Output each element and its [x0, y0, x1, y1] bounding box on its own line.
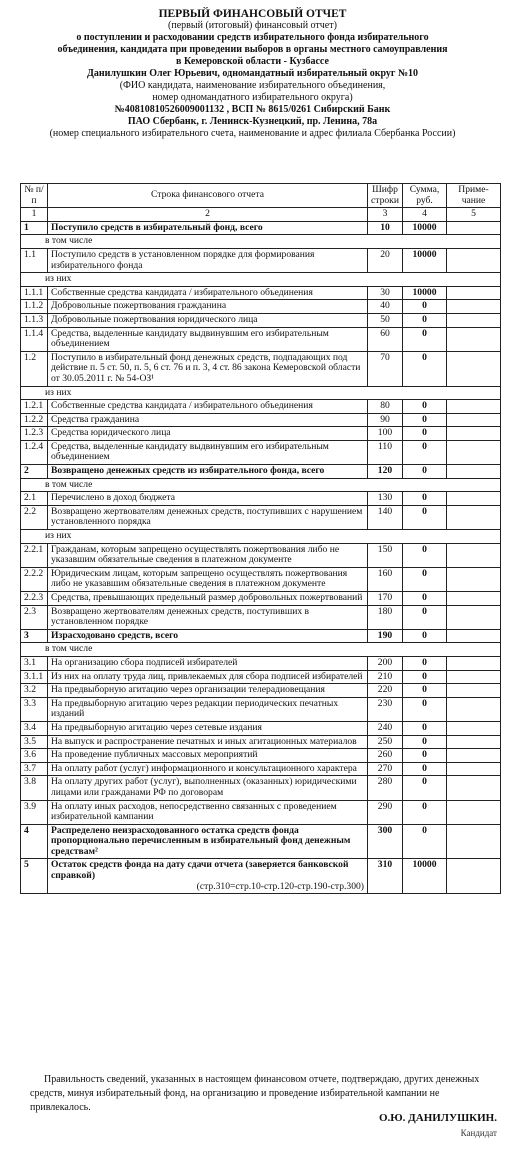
row-label-text: Остаток средств фонда на дату сдачи отчета (заверяется банковской справкой)	[51, 859, 349, 882]
row-sum: 0	[403, 800, 447, 824]
row-number: 1.2.3	[21, 427, 48, 441]
row-number: 1.1.1	[21, 286, 48, 300]
table-row	[21, 505, 501, 529]
table-row	[21, 776, 501, 800]
candidate-name: Данилушкин Олег Юрьевич, одномандатный избирательный округ №10	[86, 68, 419, 79]
candidate-note-1: (ФИО кандидата, наименование избирательного объединения,	[119, 80, 386, 91]
row-number: 2.2	[21, 505, 48, 529]
row-sum: 0	[403, 670, 447, 684]
row-sum: 0	[403, 440, 447, 464]
row-code: 20	[368, 248, 403, 272]
bank-address: ПАО Сбербанк, г. Ленинск-Кузнецкий, пр. Ленина, 78а	[127, 116, 378, 127]
report-title: ПЕРВЫЙ ФИНАНСОВЫЙ ОТЧЕТ	[158, 8, 347, 20]
row-label: Средства юридического лица	[48, 427, 368, 441]
table-row	[21, 286, 501, 300]
table-subheading-row	[21, 530, 501, 544]
row-note	[447, 592, 501, 606]
table-subheading-row	[21, 386, 501, 400]
row-sum: 0	[403, 413, 447, 427]
row-note	[447, 400, 501, 414]
row-number: 3.3	[21, 697, 48, 721]
row-label: На предвыборную агитацию через организации телерадиовещания	[48, 684, 368, 698]
row-note	[447, 505, 501, 529]
row-sum: 10000	[403, 859, 447, 894]
row-code: 130	[368, 492, 403, 506]
row-sum: 0	[403, 351, 447, 386]
signature: О.Ю. ДАНИЛУШКИН.	[378, 1112, 497, 1124]
row-number: 1.2	[21, 351, 48, 386]
table-row	[21, 684, 501, 698]
row-label: На проведение публичных массовых мероприятий	[48, 749, 368, 763]
candidate-note-2: номер одномандатного избирательного округа)	[152, 92, 353, 103]
table-row	[21, 697, 501, 721]
subheading-text: из них	[21, 386, 501, 400]
row-code: 140	[368, 505, 403, 529]
row-label: Возвращено денежных средств из избирательного фонда, всего	[48, 465, 368, 479]
col-index: 4	[403, 208, 447, 222]
row-sum: 10000	[403, 286, 447, 300]
row-label: Собственные средства кандидата / избирательного объединения	[48, 400, 368, 414]
row-number: 2.3	[21, 605, 48, 629]
row-label: Возвращено жертвователям денежных средств, поступивших в установленном порядке	[48, 605, 368, 629]
row-sum: 0	[403, 465, 447, 479]
row-code: 280	[368, 776, 403, 800]
row-note	[447, 776, 501, 800]
row-sum: 0	[403, 567, 447, 591]
row-note	[447, 567, 501, 591]
row-number: 1	[21, 221, 48, 235]
subheading-text: из них	[21, 530, 501, 544]
row-number: 3.6	[21, 749, 48, 763]
col-index: 5	[447, 208, 501, 222]
col-sum-header: Сумма, руб.	[403, 184, 447, 208]
row-label: Поступило средств в избирательный фонд, всего	[48, 221, 368, 235]
row-number: 1.2.4	[21, 440, 48, 464]
col-line-header: Строка финансового отчета	[48, 184, 368, 208]
row-sum: 0	[403, 749, 447, 763]
table-row	[21, 605, 501, 629]
row-sum: 0	[403, 824, 447, 859]
row-number: 2	[21, 465, 48, 479]
col-num-header: № п/п	[21, 184, 48, 208]
row-number: 3.2	[21, 684, 48, 698]
report-description-1: о поступлении и расходовании средств избирательного фонда избирательного	[76, 32, 429, 43]
row-label: На оплату работ (услуг) информационного и консультационного характера	[48, 762, 368, 776]
table-row	[21, 465, 501, 479]
table-subheading-row	[21, 235, 501, 249]
row-number: 2.2.2	[21, 567, 48, 591]
row-code: 290	[368, 800, 403, 824]
row-code: 80	[368, 400, 403, 414]
table-row	[21, 670, 501, 684]
account-number: №40810810526009001132 , ВСП № 8615/0261 Сибирский Банк	[114, 104, 391, 115]
row-label: Поступило средств в установленном порядке для формирования избирательного фонда	[48, 248, 368, 272]
row-note	[447, 697, 501, 721]
row-note	[447, 286, 501, 300]
row-code: 300	[368, 824, 403, 859]
row-sum: 0	[403, 592, 447, 606]
row-sum: 0	[403, 762, 447, 776]
row-note	[447, 440, 501, 464]
row-note	[447, 313, 501, 327]
row-number: 2.1	[21, 492, 48, 506]
table-row	[21, 413, 501, 427]
table-row	[21, 721, 501, 735]
row-sum: 0	[403, 427, 447, 441]
row-code: 40	[368, 300, 403, 314]
row-code: 220	[368, 684, 403, 698]
table-row	[21, 656, 501, 670]
row-note	[447, 543, 501, 567]
subheading-text: в том числе	[21, 478, 501, 492]
table-row	[21, 313, 501, 327]
table-row	[21, 762, 501, 776]
row-label: Возвращено жертвователям денежных средств, поступивших с нарушением установленного порядка	[48, 505, 368, 529]
row-label: Средства, выделенные кандидату выдвинувшим его избирательным объединением	[48, 327, 368, 351]
row-sum: 0	[403, 505, 447, 529]
row-code: 240	[368, 721, 403, 735]
row-label: На выпуск и распространение печатных и иных агитационных материалов	[48, 735, 368, 749]
row-note	[447, 605, 501, 629]
col-index: 1	[21, 208, 48, 222]
row-code: 200	[368, 656, 403, 670]
table-row	[21, 300, 501, 314]
row-label: На предвыборную агитацию через редакции периодических печатных изданий	[48, 697, 368, 721]
row-number: 3.1	[21, 656, 48, 670]
row-label: Юридическим лицам, которым запрещено осуществлять пожертвования либо не указавшим обязательные сведения в платежном документе	[48, 567, 368, 591]
row-number: 3.9	[21, 800, 48, 824]
table-row	[21, 543, 501, 567]
row-note	[447, 629, 501, 643]
row-code: 90	[368, 413, 403, 427]
row-label: На оплату иных расходов, непосредственно связанных с проведением избирательной кампании	[48, 800, 368, 824]
row-number: 1.1.4	[21, 327, 48, 351]
row-code: 230	[368, 697, 403, 721]
table-row	[21, 492, 501, 506]
row-note	[447, 221, 501, 235]
subheading-text: из них	[21, 273, 501, 287]
row-sum: 0	[403, 543, 447, 567]
table-row	[21, 351, 501, 386]
row-sum: 0	[403, 400, 447, 414]
row-code: 160	[368, 567, 403, 591]
row-sum: 0	[403, 776, 447, 800]
report-description-2: объединения, кандидата при проведении выборов в органы местного самоуправления	[57, 44, 448, 55]
row-label: Из них на оплату труда лиц, привлекаемых для сбора подписей избирателей	[48, 670, 368, 684]
row-label: Гражданам, которым запрещено осуществлять пожертвования либо не указавшим обязательные сведения в платежном документе	[48, 543, 368, 567]
table-row	[21, 327, 501, 351]
row-code: 190	[368, 629, 403, 643]
row-code: 60	[368, 327, 403, 351]
row-label: На организацию сбора подписей избирателей	[48, 656, 368, 670]
row-code: 150	[368, 543, 403, 567]
row-number: 1.2.2	[21, 413, 48, 427]
row-number: 4	[21, 824, 48, 859]
row-note	[447, 824, 501, 859]
row-code: 120	[368, 465, 403, 479]
row-note	[447, 749, 501, 763]
row-code: 250	[368, 735, 403, 749]
row-sum: 10000	[403, 221, 447, 235]
row-label: Поступило в избирательный фонд денежных средств, подпадающих под действие п. 5 ст. 50, п. 5, 6 ст. 76 и п. 3, 4 ст. 86 закона Кемеровской области от 30.05.2011 г. № 54-ОЗ¹	[48, 351, 368, 386]
row-sum: 0	[403, 327, 447, 351]
row-code: 210	[368, 670, 403, 684]
row-sum: 0	[403, 605, 447, 629]
table-row	[21, 859, 501, 894]
row-number: 1.1	[21, 248, 48, 272]
row-label: На предвыборную агитацию через сетевые издания	[48, 721, 368, 735]
table-row	[21, 824, 501, 859]
table-row	[21, 629, 501, 643]
table-header-row	[21, 184, 501, 208]
row-number: 3	[21, 629, 48, 643]
row-sum: 0	[403, 721, 447, 735]
row-note	[447, 300, 501, 314]
table-row	[21, 427, 501, 441]
row-label: Средства, выделенные кандидату выдвинувшим его избирательным объединением	[48, 440, 368, 464]
row-number: 3.7	[21, 762, 48, 776]
row-number: 2.2.1	[21, 543, 48, 567]
bank-note: (номер специального избирательного счета, наименование и адрес филиала Сбербанка России)	[49, 128, 456, 139]
col-index: 3	[368, 208, 403, 222]
row-label	[48, 859, 368, 894]
report-subtitle: (первый (итоговый) финансовый отчет)	[168, 20, 337, 31]
row-code: 100	[368, 427, 403, 441]
row-number: 3.1.1	[21, 670, 48, 684]
candidate-label: Кандидат	[460, 1128, 497, 1138]
subheading-text: в том числе	[21, 643, 501, 657]
row-number: 3.5	[21, 735, 48, 749]
row-label: Средства гражданина	[48, 413, 368, 427]
table-row	[21, 800, 501, 824]
row-sum: 0	[403, 656, 447, 670]
row-note	[447, 248, 501, 272]
table-row	[21, 749, 501, 763]
row-label: Распределено неизрасходованного остатка средств фонда пропорционально перечисленным в избирательный фонд денежным средствам²	[48, 824, 368, 859]
row-number: 2.2.3	[21, 592, 48, 606]
table-index-row	[21, 208, 501, 222]
row-code: 110	[368, 440, 403, 464]
row-note	[447, 465, 501, 479]
row-label: Перечислено в доход бюджета	[48, 492, 368, 506]
row-label: Израсходовано средств, всего	[48, 629, 368, 643]
row-code: 310	[368, 859, 403, 894]
row-number: 1.1.3	[21, 313, 48, 327]
row-label: Добровольные пожертвования юридического лица	[48, 313, 368, 327]
row-note	[447, 413, 501, 427]
subheading-text: в том числе	[21, 235, 501, 249]
certification-text: Правильность сведений, указанных в настоящем финансовом отчете, подтверждаю, других денежных средств, минуя избирательный фонд, на организацию и проведение избирательной кампании не привлекалось.	[30, 1074, 480, 1113]
col-index: 2	[48, 208, 368, 222]
report-description-3: в Кемеровской области - Кузбассе	[176, 56, 329, 67]
table-row	[21, 735, 501, 749]
row-sum: 0	[403, 492, 447, 506]
row-code: 30	[368, 286, 403, 300]
row-label: Собственные средства кандидата / избирательного объединения	[48, 286, 368, 300]
row-note	[447, 427, 501, 441]
row-label: Средства, превышающих предельный размер добровольных пожертвований	[48, 592, 368, 606]
row-number: 3.8	[21, 776, 48, 800]
finance-table	[20, 183, 501, 894]
table-subheading-row	[21, 478, 501, 492]
row-note	[447, 735, 501, 749]
row-sum: 0	[403, 735, 447, 749]
row-number: 3.4	[21, 721, 48, 735]
row-note	[447, 670, 501, 684]
row-sum: 0	[403, 629, 447, 643]
table-row	[21, 440, 501, 464]
table-row	[21, 567, 501, 591]
row-sum: 0	[403, 684, 447, 698]
col-note-header: Приме-чание	[447, 184, 501, 208]
row-number: 5	[21, 859, 48, 894]
row-note	[447, 684, 501, 698]
row-number: 1.1.2	[21, 300, 48, 314]
row-code: 270	[368, 762, 403, 776]
table-row	[21, 400, 501, 414]
row-note	[447, 762, 501, 776]
row-label: Добровольные пожертвования гражданина	[48, 300, 368, 314]
row-code: 70	[368, 351, 403, 386]
row-sum: 10000	[403, 248, 447, 272]
row-number: 1.2.1	[21, 400, 48, 414]
row-note	[447, 656, 501, 670]
row-code: 170	[368, 592, 403, 606]
row-sum: 0	[403, 300, 447, 314]
row-formula: (стр.310=стр.10-стр.120-стр.190-стр.300)	[196, 880, 364, 892]
row-note	[447, 800, 501, 824]
table-row	[21, 592, 501, 606]
row-note	[447, 327, 501, 351]
row-note	[447, 492, 501, 506]
table-row	[21, 248, 501, 272]
row-sum: 0	[403, 313, 447, 327]
row-code: 10	[368, 221, 403, 235]
col-code-header: Шифр строки	[368, 184, 403, 208]
row-note	[447, 721, 501, 735]
table-subheading-row	[21, 643, 501, 657]
row-code: 50	[368, 313, 403, 327]
row-code: 260	[368, 749, 403, 763]
table-subheading-row	[21, 273, 501, 287]
row-code: 180	[368, 605, 403, 629]
report-header	[0, 8, 505, 140]
row-note	[447, 351, 501, 386]
table-row	[21, 221, 501, 235]
row-label: На оплату других работ (услуг), выполненных (оказанных) юридическими лицами или гражданами РФ по договорам	[48, 776, 368, 800]
row-sum: 0	[403, 697, 447, 721]
row-note	[447, 859, 501, 894]
